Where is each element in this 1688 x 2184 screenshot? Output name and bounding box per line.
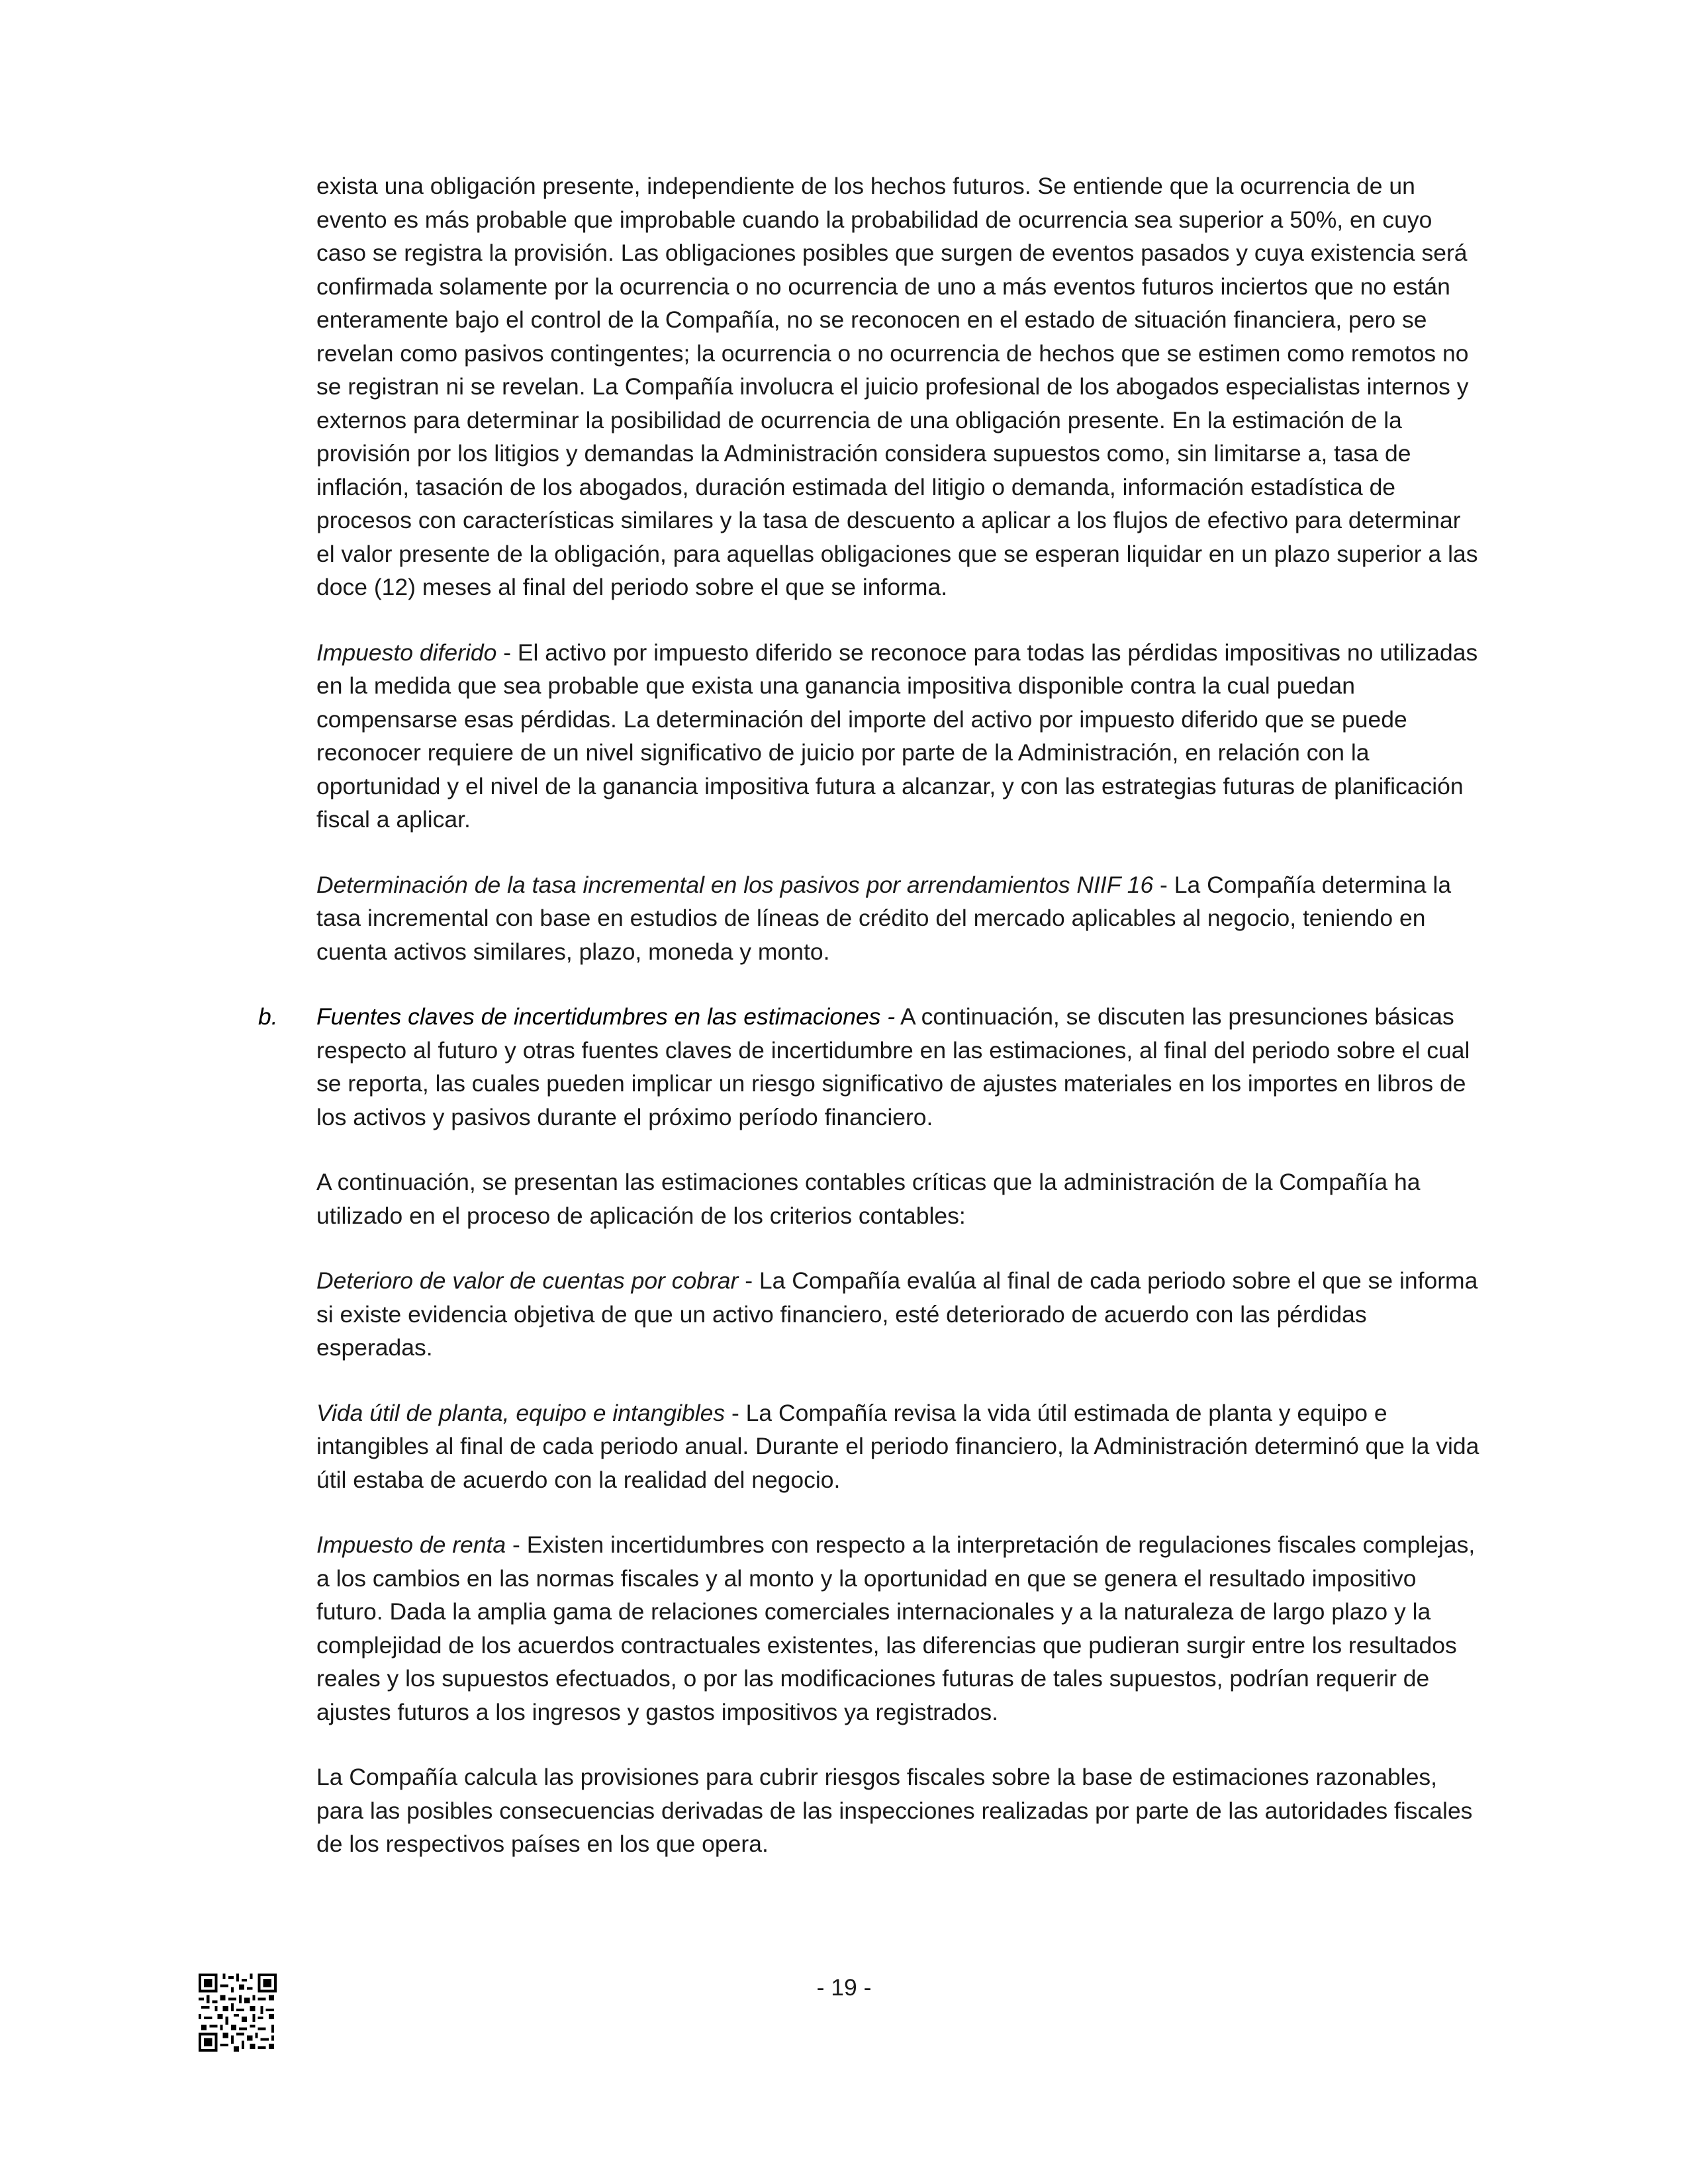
text-vida-util: - La Compañía revisa la vida útil estimada de planta y equipo e intangibles al final de cada periodo anual. Durante el periodo financiero, la Administración determinó que la vida útil estaba de acuerdo con la realidad del negocio. (316, 1399, 1479, 1493)
paragraph-impuesto-diferido (316, 636, 1481, 837)
text-deterioro: - La Compañía evalúa al final de cada periodo sobre el que se informa si existe evidencia objetiva de que un activo financiero, esté deteriorado de acuerdo con las pérdidas esperadas. (316, 1267, 1478, 1361)
term-impuesto-renta: Impuesto de renta (316, 1531, 506, 1558)
paragraph-provisiones-fiscales: La Compañía calcula las provisiones para cubrir riesgos fiscales sobre la base de estimaciones razonables, para las posibles consecuencias derivadas de las inspecciones realizadas por parte de las autoridades fiscales de los respectivos países en los que opera. (316, 1764, 1473, 1857)
text-fuentes-claves: A continuación, se discuten las presunciones básicas respecto al futuro y otras fuentes claves de incertidumbre en las estimaciones, al final del periodo sobre el cual se reporta, las cuales pueden implicar un riesgo significativo de ajustes materiales en los importes en libros de los activos y pasivos durante el próximo período financiero. (316, 1003, 1470, 1130)
paragraph-deterioro (316, 1264, 1481, 1365)
term-deterioro: Deterioro de valor de cuentas por cobrar (316, 1267, 739, 1294)
term-impuesto-diferido: Impuesto diferido (316, 639, 497, 666)
section-title: Fuentes claves de incertidumbres en las estimaciones - (316, 1003, 896, 1030)
paragraph-impuesto-renta (316, 1528, 1481, 1729)
paragraph-tasa-incremental (316, 868, 1481, 969)
page-number: - 19 - (816, 1974, 872, 2001)
paragraph-estimaciones-criticas: A continuación, se presentan las estimaciones contables críticas que la administración de la Compañía ha utilizado en el proceso de aplicación de los criterios contables: (316, 1169, 1421, 1229)
document-body (258, 169, 1481, 1893)
text-impuesto-renta: - Existen incertidumbres con respecto a la interpretación de regulaciones fiscales complejas, a los cambios en las normas fiscales y al monto y la oportunidad en que se genera el resultado impositivo futuro. Dada la amplia gama de relaciones comerciales internacionales y a la naturaleza de largo plazo y la complejidad de los acuerdos contractuales existentes, las diferencias que pudieran surgir entre los resultados reales y los supuestos efectuados, o por las modificaciones futuras de tales supuestos, podrían requerir de ajustes futuros a los ingresos y gastos impositivos ya registrados. (316, 1531, 1476, 1725)
term-vida-util: Vida útil de planta, equipo e intangibles (316, 1399, 726, 1426)
paragraph-provisiones-intro: exista una obligación presente, independiente de los hechos futuros. Se entiende que la ocurrencia de un evento es más probable que improbable cuando la probabilidad de ocurrencia sea superior a 50%, en cuyo caso se registra la provisión. Las obligaciones posibles que surgen de eventos pasados y cuya existencia será confirmada solamente por la ocurrencia o no ocurrencia de uno a más eventos futuros inciertos que no están enteramente bajo el control de la Compañía, no se reconocen en el estado de situación financiera, pero se revelan como pasivos contingentes; la ocurrencia o no ocurrencia de hechos que se estimen como remotos no se registran ni se revelan. La Compañía involucra el juicio profesional de los abogados especialistas internos y externos para determinar la posibilidad de ocurrencia de una obligación presente. En la estimación de la provisión por los litigios y demandas la Administración considera supuestos como, sin limitarse a, tasa de inflación, tasación de los abogados, duración estimada del litigio o demanda, información estadística de procesos con características similares y la tasa de descuento a aplicar a los flujos de efectivo para determinar el valor presente de la obligación, para aquellas obligaciones que se esperan liquidar en un plazo superior a las doce (12) meses al final del periodo sobre el que se informa. (316, 173, 1478, 600)
paragraph-fuentes-claves (316, 1000, 1481, 1134)
text-tasa-incremental: - La Compañía determina la tasa incremental con base en estudios de líneas de crédito del mercado aplicables al negocio, teniendo en cuenta activos similares, plazo, moneda y monto. (316, 871, 1452, 965)
text-impuesto-diferido: - El activo por impuesto diferido se reconoce para todas las pérdidas impositivas no utilizadas en la medida que sea probable que exista una ganancia impositiva disponible contra la cual puedan compensarse esas pérdidas. La determinación del importe del activo por impuesto diferido que se puede reconocer requiere de un nivel significativo de juicio por parte de la Administración, en relación con la oportunidad y el nivel de la ganancia impositiva futura a alcanzar, y con las estrategias futuras de planificación fiscal a aplicar. (316, 639, 1478, 833)
term-tasa-incremental: Determinación de la tasa incremental en los pasivos por arrendamientos NIIF 16 (316, 871, 1154, 898)
qr-code-icon (199, 1974, 277, 2052)
section-b (258, 1000, 1481, 1134)
paragraph-vida-util (316, 1396, 1481, 1497)
section-letter: b. (258, 1003, 278, 1030)
